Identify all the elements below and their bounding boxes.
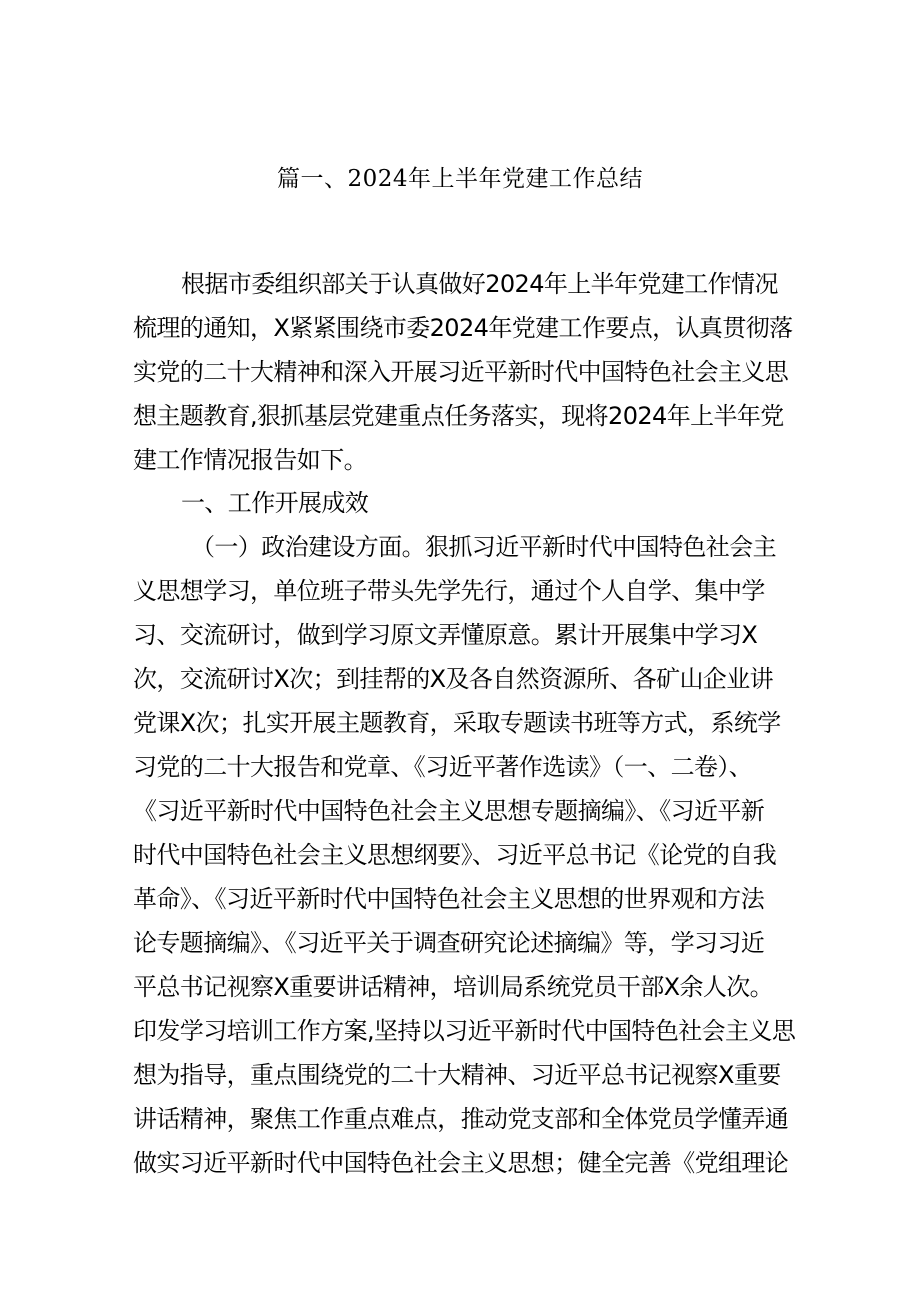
text-line: 党课X次；扎实开展主题教育，采取专题读书班等方式，系统学 — [133, 709, 781, 737]
text-line: 想为指导，重点围绕党的二十大精神、习近平总书记视察X重要 — [133, 1061, 781, 1089]
intro-paragraph — [133, 262, 793, 482]
text-line: 想主题教育,狠抓基层党建重点任务落实，现将2024年上半年党 — [133, 402, 784, 430]
text-line: 实党的二十大精神和深入开展习近平新时代中国特色社会主义思 — [133, 358, 789, 386]
text-line: 义思想学习，单位班子带头先学先行，通过个人自学、集中学 — [133, 577, 765, 605]
text-line: 《习近平新时代中国特色社会主义思想专题摘编》、《习近平新 — [133, 797, 765, 825]
text-line: （一）政治建设方面。狠抓习近平新时代中国特色社会主 — [191, 533, 776, 561]
text-line: 习党的二十大报告和党章、《习近平著作选读》（一、二卷）、 — [133, 753, 753, 781]
section-heading — [133, 481, 789, 525]
text-line: 印发学习培训工作方案,坚持以习近平新时代中国特色社会主义思 — [133, 1017, 796, 1045]
text-line: 做实习近平新时代中国特色社会主义思想；健全完善《党组理论 — [133, 1149, 789, 1177]
text-line: 讲话精神，聚焦工作重点难点，推动党支部和全体党员学懂弄通 — [133, 1105, 789, 1133]
document-title: 篇一、2024年上半年党建工作总结 — [276, 166, 644, 192]
section-heading-text: 一、工作开展成效 — [181, 489, 369, 517]
text-line: 习、交流研讨，做到学习原文弄懂原意。累计开展集中学习X — [133, 621, 758, 649]
text-line: 建工作情况报告如下。 — [133, 446, 367, 474]
text-line: 次，交流研讨X次；到挂帮的X及各自然资源所、各矿山企业讲 — [133, 665, 774, 693]
text-line: 革命》、《习近平新时代中国特色社会主义思想的世界观和方法 — [133, 885, 765, 913]
political-construction-paragraph — [133, 525, 796, 1185]
text-line: 根据市委组织部关于认真做好2024年上半年党建工作情况 — [181, 270, 778, 298]
text-line: 时代中国特色社会主义思想纲要》、习近平总书记《论党的自我 — [133, 841, 777, 869]
text-line: 论专题摘编》、《习近平关于调查研究论述摘编》等，学习习近 — [133, 929, 765, 957]
text-line: 梳理的通知，X紧紧围绕市委2024年党建工作要点，认真贯彻落 — [133, 314, 793, 342]
text-line: 平总书记视察X重要讲话精神，培训局系统党员干部X余人次。 — [133, 973, 774, 1001]
